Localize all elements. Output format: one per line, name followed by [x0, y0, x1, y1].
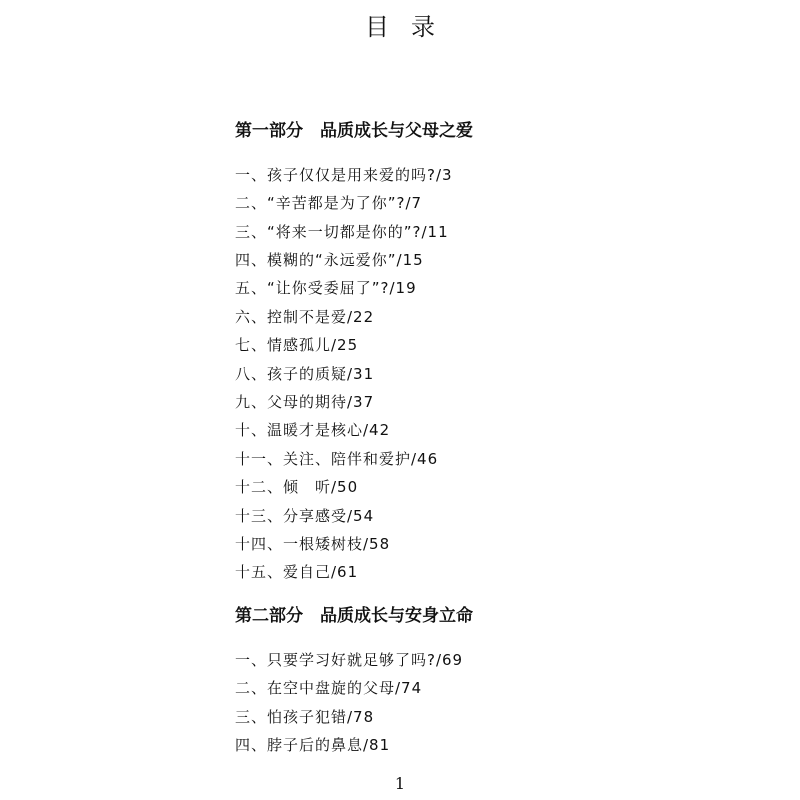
toc-entry-1-10: 十、温暖才是核心/42	[235, 421, 391, 439]
toc-entry-2-3: 三、怕孩子犯错/78	[235, 708, 375, 726]
toc-entry-1-7: 七、情感孤儿/25	[235, 336, 359, 354]
toc-entry-1-5: 五、“让你受委屈了”?/19	[235, 279, 417, 297]
toc-entry-1-13: 十三、分享感受/54	[235, 507, 375, 525]
toc-entry-1-6: 六、控制不是爱/22	[235, 308, 375, 326]
toc-entry-1-9: 九、父母的期待/37	[235, 393, 375, 411]
page-number: 1	[394, 774, 406, 793]
page-title: 目录	[365, 13, 457, 41]
toc-entry-1-1: 一、孩子仅仅是用来爱的吗?/3	[235, 166, 453, 184]
toc-entry-1-15: 十五、爱自己/61	[235, 563, 359, 581]
part-2-heading: 第二部分 品质成长与安身立命	[235, 606, 473, 626]
toc-entry-1-12: 十二、倾 听/50	[235, 478, 359, 496]
toc-entry-1-11: 十一、关注、陪伴和爱护/46	[235, 450, 439, 468]
toc-entry-1-2: 二、“辛苦都是为了你”?/7	[235, 194, 423, 212]
toc-entry-1-4: 四、模糊的“永远爱你”/15	[235, 251, 424, 269]
toc-entry-2-4: 四、脖子后的鼻息/81	[235, 736, 391, 754]
part-1-heading: 第一部分 品质成长与父母之爱	[235, 121, 473, 141]
toc-entry-1-14: 十四、一根矮树枝/58	[235, 535, 391, 553]
toc-entry-1-8: 八、孩子的质疑/31	[235, 365, 375, 383]
toc-entry-2-1: 一、只要学习好就足够了吗?/69	[235, 651, 464, 669]
toc-entry-1-3: 三、“将来一切都是你的”?/11	[235, 223, 449, 241]
toc-entry-2-2: 二、在空中盘旋的父母/74	[235, 679, 423, 697]
